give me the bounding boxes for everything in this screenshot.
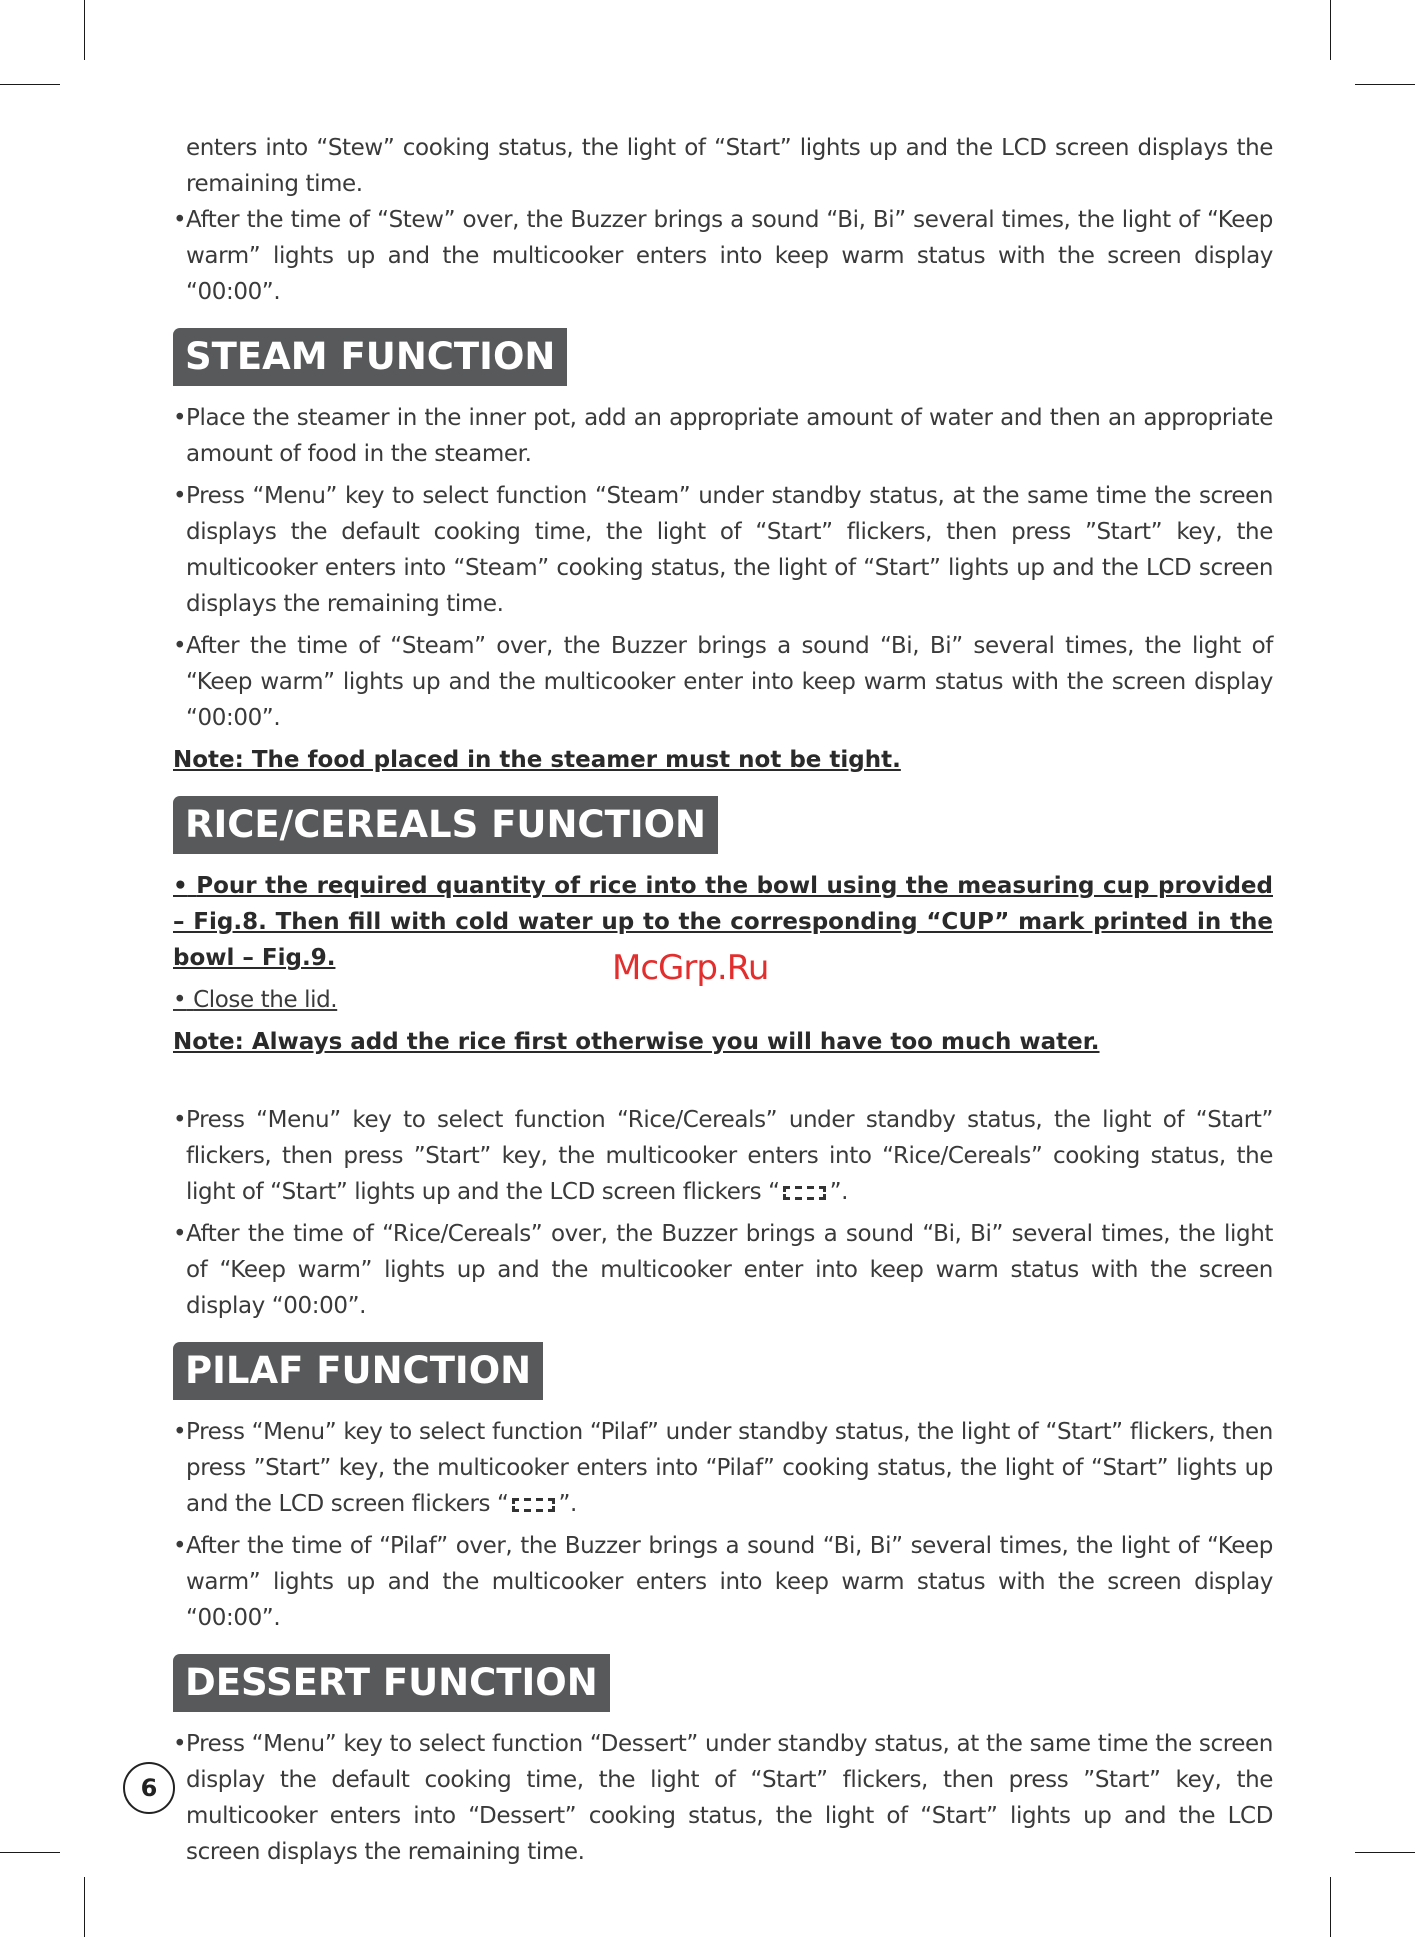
rice-bullet-1: • Pour the required quantity of rice into the bowl using the measuring cup provided – Fig.8. Then fill with cold water up to the corresponding “CUP” mark printed in the bowl – Fig.9. xyxy=(173,873,1273,971)
pilaf-heading: PILAF FUNCTION xyxy=(173,1342,543,1400)
rice-heading: RICE/CEREALS FUNCTION xyxy=(173,796,718,854)
rice-bullet-2: • Close the lid. xyxy=(173,987,338,1013)
watermark: McGrp.Ru xyxy=(612,948,769,988)
steam-bullet-3: • After the time of “Steam” over, the Buzzer brings a sound “Bi, Bi” several times, the light of “Keep warm” lights up and the multicooker enter into keep warm status with the screen display “00:00”. xyxy=(173,633,1273,731)
stew-after-bullet: • After the time of “Stew” over, the Buzzer brings a sound “Bi, Bi” several times, the light of “Keep warm” lights up and the multicooker enters into keep warm status with the screen display “00:00”. xyxy=(173,207,1273,305)
dessert-bullet-1: • Press “Menu” key to select function “Dessert” under standby status, at the same time the screen display the default cooking time, the light of “Start” flickers, then press ”Start” key, the multicooker enters into “Dessert” cooking status, the light of “Start” lights up and the LCD screen displays the remaining time. xyxy=(173,1731,1273,1865)
rice-bullet-4: • After the time of “Rice/Cereals” over, the Buzzer brings a sound “Bi, Bi” several times, the light of “Keep warm” lights up and the multicooker enter into keep warm status with the screen display “00:00”. xyxy=(173,1221,1273,1319)
rice-note: Note: Always add the rice first otherwise you will have too much water. xyxy=(173,1029,1100,1055)
stew-continuation: enters into “Stew” cooking status, the light of “Start” lights up and the LCD screen displays the remaining time. xyxy=(186,135,1273,197)
lcd-dashes-icon xyxy=(511,1497,557,1513)
steam-bullet-1: • Place the steamer in the inner pot, add an appropriate amount of water and then an appropriate amount of food in the steamer. xyxy=(173,405,1273,467)
dessert-heading: DESSERT FUNCTION xyxy=(173,1654,610,1712)
crop-mark xyxy=(1330,0,1331,60)
crop-mark xyxy=(0,84,60,85)
steam-note: Note: The food placed in the steamer must not be tight. xyxy=(173,747,901,773)
crop-mark xyxy=(1355,1852,1415,1853)
crop-mark xyxy=(84,0,85,60)
crop-mark xyxy=(0,1852,60,1853)
rice-bullet-3: • Press “Menu” key to select function “Rice/Cereals” under standby status, the light of “Start” flickers, then press ”Start” key, the multicooker enters into “Rice/Cereals” cooking status, the light of “Start” lights up and the LCD screen flickers “ ”. xyxy=(173,1107,1273,1205)
crop-mark xyxy=(1355,84,1415,85)
crop-mark xyxy=(1330,1877,1331,1937)
page-number: 6 xyxy=(123,1762,175,1814)
steam-heading: STEAM FUNCTION xyxy=(173,328,567,386)
pilaf-bullet-2: • After the time of “Pilaf” over, the Buzzer brings a sound “Bi, Bi” several times, the light of “Keep warm” lights up and the multicooker enters into keep warm status with the screen display “00:00”. xyxy=(173,1533,1273,1631)
pilaf-bullet-1: • Press “Menu” key to select function “Pilaf” under standby status, the light of “Start” flickers, then press ”Start” key, the multicooker enters into “Pilaf” cooking status, the light of “Start” lights up and the LCD screen flickers “ ”. xyxy=(173,1419,1273,1517)
lcd-dashes-icon xyxy=(782,1185,828,1201)
steam-bullet-2: • Press “Menu” key to select function “Steam” under standby status, at the same time the screen displays the default cooking time, the light of “Start” flickers, then press ”Start” key, the multicooker enters into “Steam” cooking status, the light of “Start” lights up and the LCD screen displays the remaining time. xyxy=(173,483,1273,617)
crop-mark xyxy=(84,1877,85,1937)
page-content xyxy=(173,130,1273,1876)
